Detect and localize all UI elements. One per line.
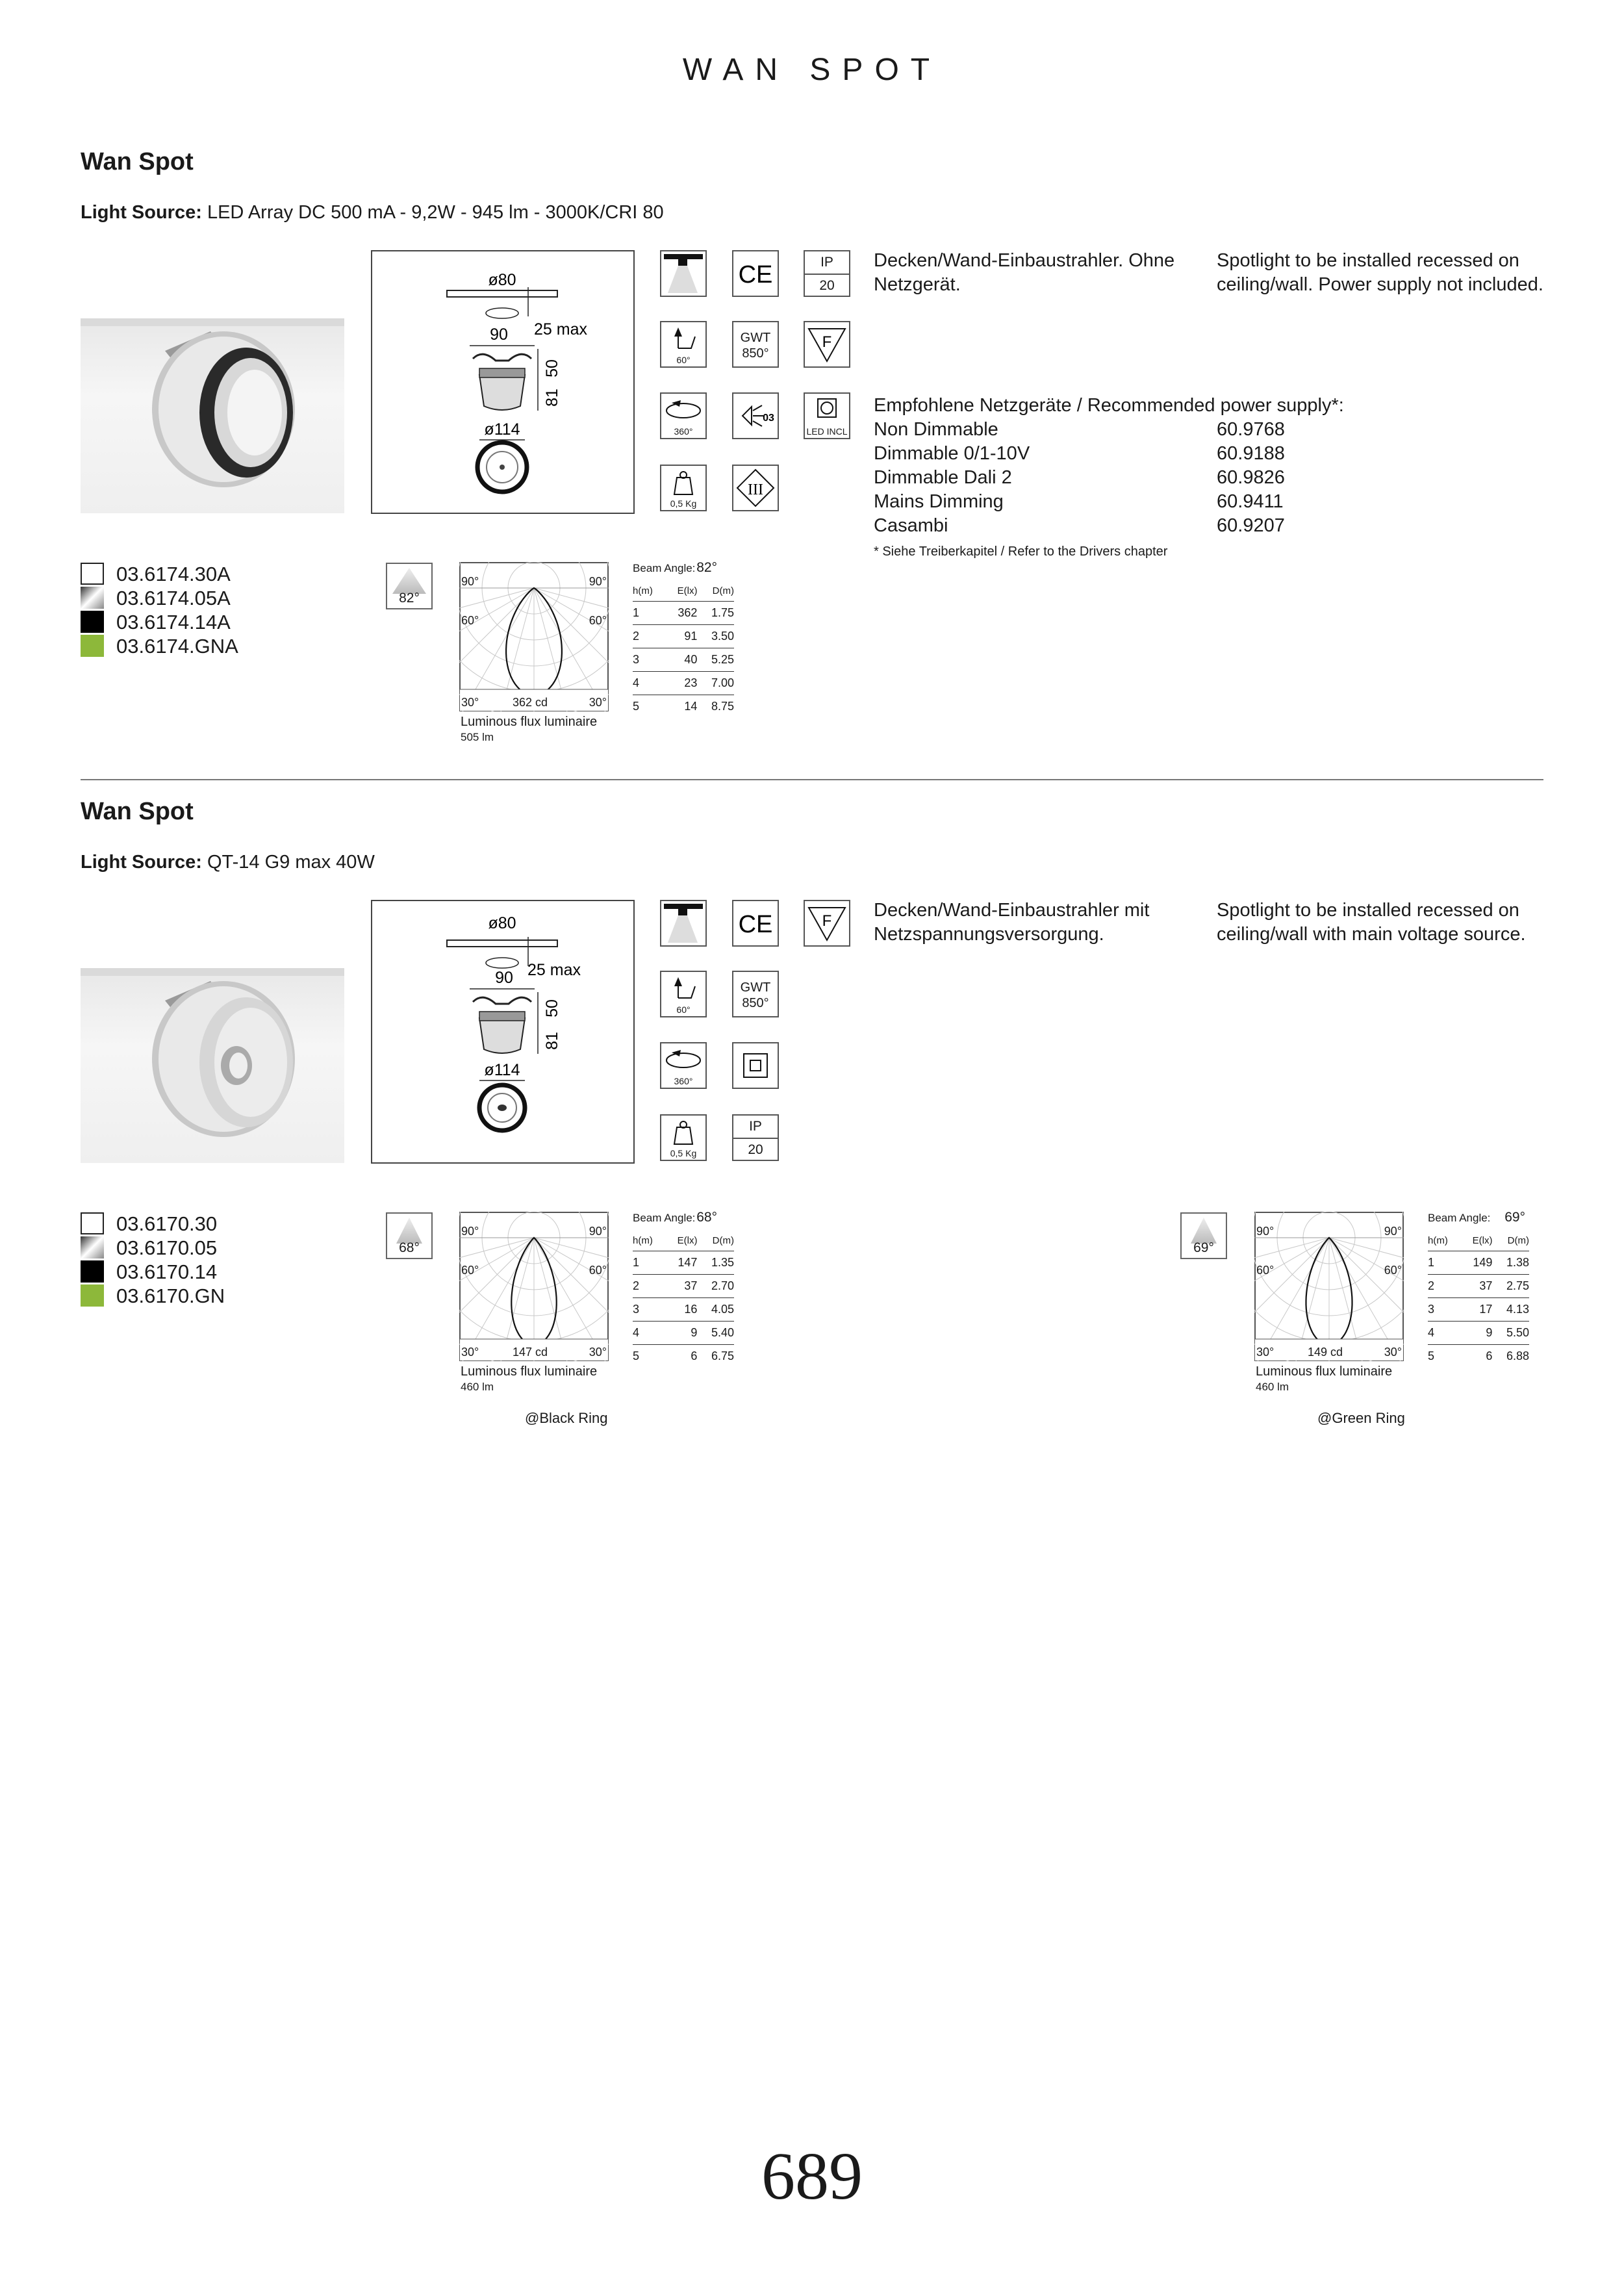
cell-h: 1 [633,1251,665,1275]
polar-cd: 362 cd [513,696,548,709]
swatch-white [81,1212,104,1234]
cell-e: 6 [691,1349,698,1362]
class-iii-icon [732,465,779,511]
variant-code: 03.6170.05 [116,1236,218,1259]
cell-d: 1.75 [697,602,734,625]
swatch-white [81,563,104,585]
product-photo [81,318,344,513]
swatch-green [81,1284,104,1307]
polar-90-right: 90° [589,1225,607,1238]
cell-d: 2.75 [1492,1275,1529,1298]
description-german: Decken/Wand-Einbaustrahler. Ohne Netzgerät. [874,250,1175,295]
variant-item [81,1284,340,1308]
variant-code: 03.6170.14 [116,1260,218,1283]
flux-value: 460 lm [1256,1381,1289,1393]
svg-text:CE: CE [738,261,773,288]
luminous-flux [461,1364,597,1394]
variant-code: 03.6174.05A [116,587,231,609]
ik-rating-icon [732,392,779,439]
beam-table-block [633,1212,737,1368]
cell-d: 8.75 [711,700,734,713]
dimension-drawing [371,250,635,514]
variant-item [81,634,340,658]
cell-d: 2.70 [697,1275,734,1298]
flux-label: Luminous flux luminaire [461,1364,598,1379]
polar-cd: 147 cd [513,1346,548,1359]
light-source-value: QT-14 G9 max 40W [207,852,375,873]
dimension-drawing [371,900,635,1164]
cell-h: 2 [633,625,665,648]
cell-h: 4 [633,672,665,695]
ip-rating-box [804,250,850,297]
dim-width: 90 [490,326,508,344]
ps-code: 60.9188 [1217,443,1285,464]
table-row [1428,1322,1529,1345]
table-row [633,602,734,625]
power-supply-row [874,466,1523,490]
ring-caption: @Green Ring [1317,1410,1405,1426]
flux-value: 505 lm [461,731,494,743]
cell-h: 3 [1428,1298,1460,1322]
polar-60-left: 60° [1256,1264,1275,1277]
polar-diagram [459,1212,609,1361]
beam-angle-value: 68° [696,1210,717,1225]
gwt-label: GWT [740,331,771,345]
polar-90-right: 90° [589,575,607,588]
polar-diagram [459,562,609,711]
recessed-spot-icon [660,250,707,297]
swatch-chrome [81,1236,104,1258]
beam-angle-icon [660,971,707,1017]
cell-h: 3 [633,1298,665,1322]
page-header-title: WAN SPOT [682,53,942,87]
light-source-value: LED Array DC 500 mA - 9,2W - 945 lm - 3000K/CRI 80 [207,202,664,223]
cell-e: 40 [665,648,698,672]
power-supply-row [874,490,1523,514]
beam-angle-label: 60° [676,1004,691,1015]
polar-60-right: 60° [1384,1264,1402,1277]
variant-code: 03.6170.30 [116,1212,218,1235]
cell-d: 6.75 [711,1349,734,1362]
product-title: Wan Spot [81,798,194,825]
variant-item [81,1260,340,1284]
cell-e: 149 [1460,1251,1493,1275]
polar-30-right: 30° [589,1346,607,1359]
col-h: h(m) [1428,1231,1460,1251]
cell-e: 6 [1486,1349,1493,1362]
cell-h: 2 [1428,1275,1460,1298]
cell-h: 4 [633,1322,665,1345]
gwt-temp: 850° [742,996,769,1010]
col-d: D(m) [1492,1231,1529,1251]
cell-h: 4 [1428,1322,1460,1345]
weight-icon [660,465,707,511]
variant-item [81,610,340,634]
ps-name: Dimmable 0/1-10V [874,443,1030,464]
power-supply-row [874,418,1523,442]
cell-e: 23 [665,672,698,695]
ps-name: Mains Dimming [874,491,1004,512]
cell-e: 362 [665,602,698,625]
cell-h: 2 [633,1275,665,1298]
variant-code: 03.6174.30A [116,563,231,585]
description-german: Decken/Wand-Einbaustrahler mit Netzspannungsversorgung. [874,900,1150,945]
luminous-flux [461,715,597,745]
flux-label: Luminous flux luminaire [1256,1364,1393,1379]
ip-rating-box [732,1114,779,1161]
illuminance-table [1428,1231,1529,1368]
beam-angle-label: Beam Angle: [633,562,696,574]
beam-angle-value: 69° [1504,1210,1525,1225]
swatch-black [81,611,104,633]
polar-90-right: 90° [1384,1225,1402,1238]
cell-e: 14 [684,700,698,713]
cell-d: 6.88 [1506,1349,1529,1362]
ps-code: 60.9826 [1217,467,1285,488]
variant-list [81,562,340,658]
cell-e: 9 [665,1322,698,1345]
description-english: Spotlight to be installed recessed on ceiling/wall. Power supply not included. [1217,250,1543,295]
polar-30-left: 30° [461,1346,479,1359]
dim-max: 25 max [527,961,581,979]
col-e: E(lx) [665,1231,698,1251]
light-source-line [81,202,664,224]
gwt-temp: 850° [742,346,769,361]
ip-value: 20 [819,278,835,293]
polar-cd: 149 cd [1308,1346,1343,1359]
variant-item [81,562,340,586]
cell-e: 9 [1460,1322,1493,1345]
rotation-label: 360° [674,1076,693,1086]
ip-label: IP [805,251,849,275]
ps-code: 60.9768 [1217,419,1285,440]
light-source-line [81,852,375,873]
polar-90-left: 90° [461,575,479,588]
table-row [1428,1275,1529,1298]
col-d: D(m) [697,1231,734,1251]
dim-height-1: 50 [543,359,561,377]
cell-e: 147 [665,1251,698,1275]
ps-code: 60.9207 [1217,515,1285,536]
light-source-label: Light Source: [81,202,202,223]
polar-90-left: 90° [1256,1225,1275,1238]
polar-90-left: 90° [461,1225,479,1238]
f-label: F [822,912,832,930]
variant-item [81,1236,340,1260]
table-row [633,1275,734,1298]
table-row [1428,1251,1529,1275]
dim-bottom: ø114 [484,1061,520,1079]
ip-label: IP [733,1116,778,1139]
variant-list [81,1212,340,1308]
col-h: h(m) [633,1231,665,1251]
swatch-chrome [81,587,104,609]
ring-caption: @Black Ring [525,1410,608,1426]
ps-code: 60.9411 [1217,491,1284,512]
cell-h: 1 [1428,1251,1460,1275]
power-supply-row [874,514,1523,538]
weight-label: 0,5 Kg [670,498,697,509]
cell-e: 91 [665,625,698,648]
beam-angle-label: Beam Angle: [633,1212,696,1224]
product-title: Wan Spot [81,148,194,175]
flux-value: 460 lm [461,1381,494,1393]
variant-code: 03.6174.14A [116,611,231,633]
cell-d: 7.00 [697,672,734,695]
table-row [633,1345,734,1368]
flux-label: Luminous flux luminaire [461,715,598,729]
polar-diagram [1254,1212,1404,1361]
variant-item [81,586,340,610]
col-h: h(m) [633,581,665,602]
f-mark-icon [804,900,850,947]
dim-max: 25 max [534,320,587,339]
beam-angle-value: 82° [696,560,717,575]
beam-angle-label: Beam Angle: [1428,1212,1491,1224]
beam-chip [1180,1212,1227,1259]
dim-height-2: 81 [543,389,561,407]
power-supply-row [874,442,1523,466]
ip-value: 20 [748,1142,763,1157]
illuminance-table [633,1231,734,1368]
ik-label: 03 [763,413,774,424]
cell-h: 5 [633,1349,640,1362]
polar-30-right: 30° [1384,1346,1402,1359]
polar-60-left: 60° [461,614,479,627]
ce-mark-icon [732,250,779,297]
dim-height-1: 50 [543,999,561,1017]
beam-angle-icon [660,321,707,368]
cell-h: 5 [1428,1349,1435,1362]
cell-e: 37 [1460,1275,1493,1298]
polar-30-left: 30° [1256,1346,1275,1359]
polar-60-right: 60° [589,614,607,627]
illuminance-table [633,581,734,718]
f-label: F [822,333,832,351]
led-included-icon [804,392,850,439]
beam-chip-label: 68° [399,1240,420,1255]
gwt-icon [732,971,779,1017]
cell-d: 5.25 [697,648,734,672]
weight-icon [660,1114,707,1161]
ps-name: Non Dimmable [874,419,998,440]
dim-top: ø80 [488,271,516,289]
table-row [633,1322,734,1345]
cell-h: 5 [633,700,640,713]
cell-e: 37 [665,1275,698,1298]
cell-d: 1.38 [1492,1251,1529,1275]
cell-d: 4.13 [1492,1298,1529,1322]
cell-h: 3 [633,648,665,672]
table-row [633,1298,734,1322]
table-row [1428,1298,1529,1322]
cell-d: 1.35 [697,1251,734,1275]
beam-angle-label: 60° [676,355,691,365]
cell-e: 16 [665,1298,698,1322]
table-row [633,695,734,719]
beam-chip [386,563,433,609]
beam-table-block [633,562,737,718]
led-included-label: LED INCL [806,426,848,437]
recessed-spot-icon [660,900,707,947]
beam-chip-label: 82° [399,591,420,606]
polar-30-left: 30° [461,696,479,709]
section-divider [81,779,1543,780]
dim-top: ø80 [488,914,516,932]
cell-d: 5.40 [697,1322,734,1345]
table-row [633,672,734,695]
class-label: III [748,481,763,498]
polar-60-right: 60° [589,1264,607,1277]
product-photo [81,968,344,1163]
cell-d: 3.50 [697,625,734,648]
swatch-green [81,635,104,657]
double-insulation-icon [732,1042,779,1089]
col-d: D(m) [697,581,734,602]
description-english: Spotlight to be installed recessed on ceiling/wall with main voltage source. [1217,900,1526,945]
dim-width: 90 [495,969,513,987]
table-row [1428,1345,1529,1368]
variant-code: 03.6170.GN [116,1284,225,1307]
light-source-label: Light Source: [81,852,202,873]
power-supply-list [874,418,1523,538]
page-number: 689 [761,2139,863,2214]
cell-d: 4.05 [697,1298,734,1322]
cell-d: 5.50 [1492,1322,1529,1345]
power-supply-note: * Siehe Treiberkapitel / Refer to the Drivers chapter [874,544,1168,559]
table-row [633,648,734,672]
ps-name: Dimmable Dali 2 [874,467,1012,488]
beam-chip [386,1212,433,1259]
rotation-icon [660,392,707,439]
rotation-icon [660,1042,707,1089]
luminous-flux [1256,1364,1392,1394]
ps-name: Casambi [874,515,948,536]
beam-table-block [1428,1212,1532,1368]
variant-item [81,1212,340,1236]
table-row [633,625,734,648]
table-row [633,1251,734,1275]
dim-height-2: 81 [543,1032,561,1050]
polar-60-left: 60° [461,1264,479,1277]
swatch-black [81,1260,104,1283]
dim-bottom: ø114 [484,420,520,439]
gwt-label: GWT [740,980,771,995]
svg-text:CE: CE [738,911,773,938]
f-mark-icon [804,321,850,368]
ce-mark-icon [732,900,779,947]
gwt-icon [732,321,779,368]
weight-label: 0,5 Kg [670,1148,697,1158]
rotation-label: 360° [674,426,693,437]
cell-h: 1 [633,602,665,625]
polar-30-right: 30° [589,696,607,709]
power-supply-title: Empfohlene Netzgeräte / Recommended power supply*: [874,395,1344,416]
variant-code: 03.6174.GNA [116,635,238,658]
col-e: E(lx) [1460,1231,1493,1251]
col-e: E(lx) [665,581,698,602]
cell-e: 17 [1460,1298,1493,1322]
beam-chip-label: 69° [1193,1240,1214,1255]
